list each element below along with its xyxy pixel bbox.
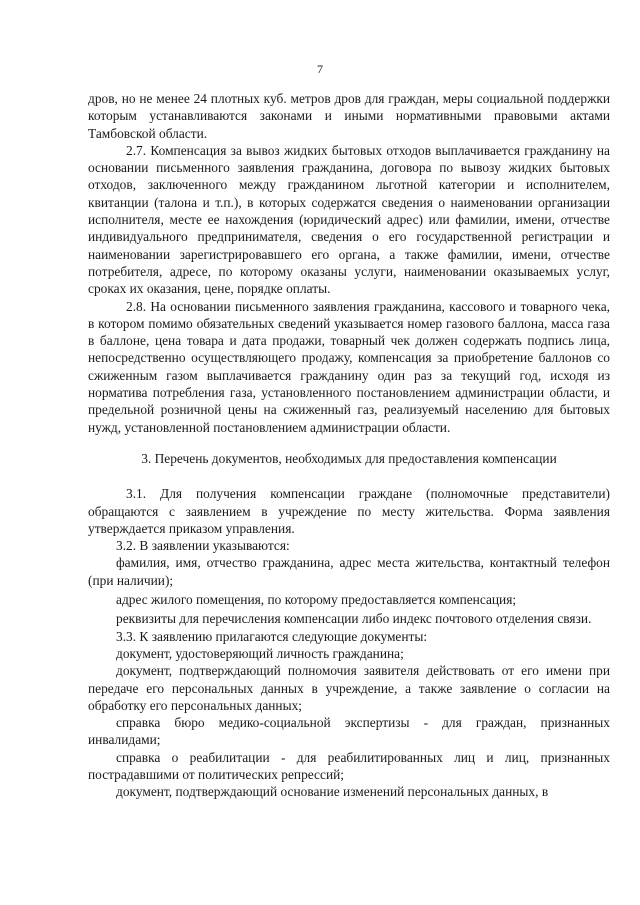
paragraph-3-2: 3.2. В заявлении указываются:	[116, 538, 290, 554]
list-item: документ, удостоверяющий личность гражданина;	[116, 645, 404, 661]
list-item: фамилия, имя, отчество гражданина, адрес места жительства, контактный телефон (при наличии);	[88, 555, 610, 588]
list-item: справка о реабилитации - для реабилитированных лиц и лиц, признанных пострадавшими от политических репрессий;	[88, 749, 610, 782]
list-item: реквизиты для перечисления компенсации либо индекс почтового отделения связи.	[116, 611, 592, 627]
document-body	[88, 90, 610, 801]
section-3-heading: 3. Перечень документов, необходимых для предоставления компенсации	[141, 450, 557, 466]
paragraph-3-1: 3.1. Для получения компенсации граждане (полномочные представители) обращаются с заявлением в учреждение по месту жительства. Форма заявления утверждается приказом управления.	[88, 486, 610, 536]
paragraph-2-8: 2.8. На основании письменного заявления гражданина, кассового и товарного чека, в котором помимо обязательных сведений указывается номер газового баллона, масса газа в баллоне, цена товара и дата продажи, товарный чек должен содержать подпись лица, непосредственно осуществляющего продажу, компенсация за приобретение баллонов со сжиженным газом выплачивается гражданину один раз за текущий год, исходя из норматива потребления газа, установленного постановлением администрации области, и предельной розничной цены на сжиженный газ, реализуемый населению для бытовых нужд, установленной постановлением администрации области.	[88, 298, 610, 435]
list-item: документ, подтверждающий основание изменений персональных данных, в	[116, 784, 549, 800]
page-number: 7	[317, 62, 323, 76]
list-item: адрес жилого помещения, по которому предоставляется компенсация;	[116, 592, 517, 608]
paragraph-2-7: 2.7. Компенсация за вывоз жидких бытовых отходов выплачивается гражданину на основании письменного заявления гражданина, договора по вывозу жидких бытовых отходов, заключенного между гражданином льготной категории и исполнителем, квитанции (талона и т.п.), в которых содержатся сведения о наименовании организации исполнителя, месте ее нахождения (юридический адрес) или фамилии, имени, отчестве индивидуального предпринимателя, сведения о его государственной регистрации и наименовании зарегистрировавшего его органа, а также фамилии, имени, отчестве потребителя, адресе, по которому оказаны услуги, наименовании оказываемых услуг, сроках их оказания, цене, порядке оплаты.	[88, 142, 610, 297]
paragraph-continuation: дров, но не менее 24 плотных куб. метров дров для граждан, меры социальной поддержки которым устанавливаются законами и иными нормативными правовыми актами Тамбовской области.	[88, 91, 610, 141]
paragraph-3-3: 3.3. К заявлению прилагаются следующие документы:	[116, 628, 428, 644]
list-item: справка бюро медико-социальной экспертизы - для граждан, признанных инвалидами;	[88, 715, 610, 748]
list-item: документ, подтверждающий полномочия заявителя действовать от его имени при передаче его персональных данных в учреждение, а также заявление о согласии на обработку его персональных данных;	[88, 663, 610, 713]
